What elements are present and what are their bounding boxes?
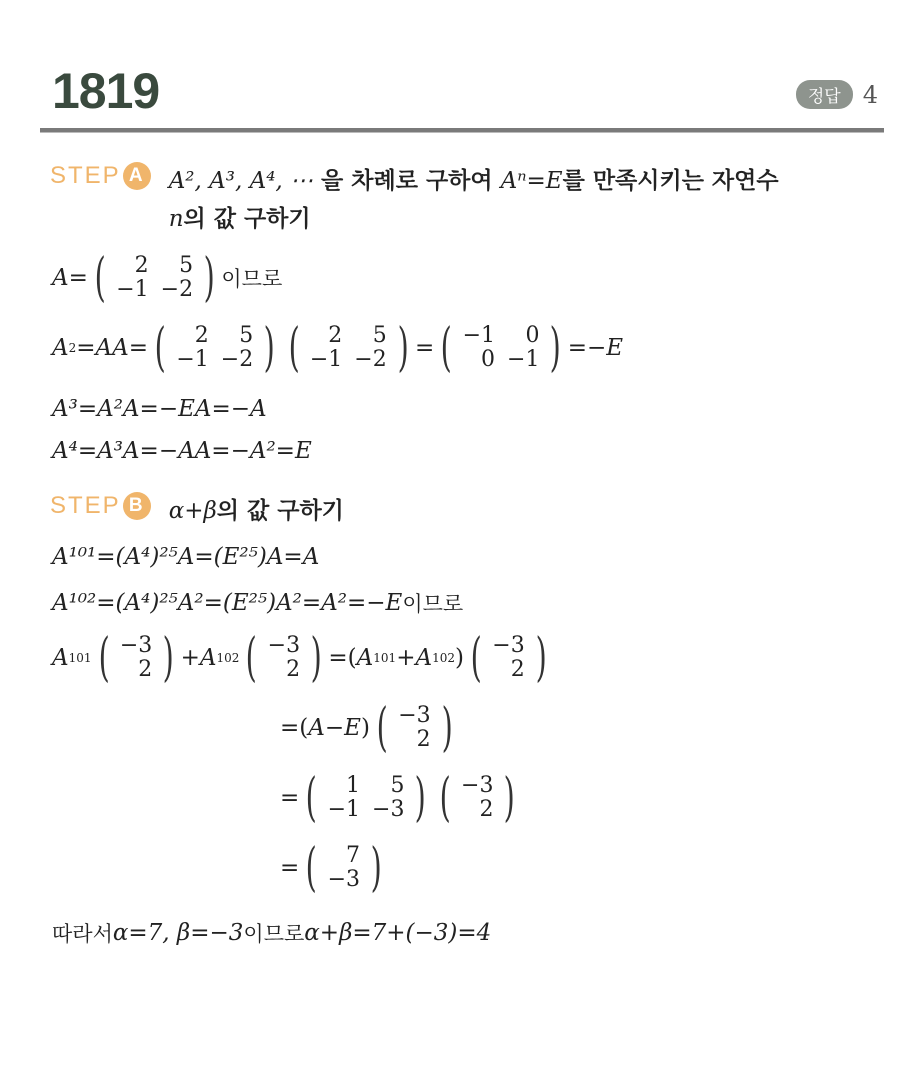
step-a-title-math2: Aⁿ=E	[500, 168, 563, 194]
eq-step-2: =( A − E ) ( −3 2 )	[280, 698, 453, 758]
step-a	[50, 162, 779, 238]
header-rule	[40, 128, 884, 133]
final-b: α=7, β=−3	[112, 920, 244, 946]
step-b	[50, 492, 344, 530]
step-a-title-math: A², A³, A⁴, ⋯	[168, 168, 314, 194]
eq-a101: A¹⁰¹=(A⁴)²⁵A=(E²⁵)A=A	[52, 544, 320, 570]
final-c: 이므로	[243, 922, 305, 946]
step-b-label	[50, 492, 151, 520]
eq-a-fourth: A⁴=A³A=−AA=−A²=E	[52, 438, 312, 464]
final-d: α+β=7+(−3)=4	[304, 920, 492, 946]
step-b-word: STEP	[50, 492, 121, 519]
step-a-word: STEP	[50, 162, 121, 189]
step-a-title-text: 을 차례로 구하여	[313, 168, 501, 194]
step-a-title-text3: 의 값 구하기	[183, 206, 311, 232]
step-a-circle: A	[123, 162, 151, 190]
eq-step-4: = ( 7 −3 )	[280, 838, 382, 898]
eq-a102: A¹⁰²=(A⁴)²⁵A²=(E²⁵)A²=A²=−E 이므로	[52, 590, 464, 616]
step-b-title-math: α+β	[168, 498, 217, 524]
step-b-circle: B	[123, 492, 151, 520]
final-a: 따라서	[52, 922, 113, 946]
step-a-title-text2: 를 만족시키는 자연수	[562, 168, 779, 194]
eq-a-cubed: A³=A²A=−EA=−A	[52, 396, 267, 422]
eq-a102-suffix: 이므로	[402, 592, 464, 616]
final-answer	[52, 918, 491, 948]
step-a-label	[50, 162, 151, 190]
answer-value: 4	[862, 80, 878, 109]
eq-a-squared: A 2 = AA = ( 2 5 −1 −2 ) ( 2 5 −1 −2 ) = ( −1 0 0 −1 ) =− E	[52, 318, 624, 378]
step-b-title	[169, 492, 344, 530]
step-a-title-n: n	[168, 206, 184, 232]
eq-combined: A 101 ( −3 2 ) + A 102 ( −3 2 ) =( A 101 + A 102 ) ( −3 2 )	[52, 628, 547, 688]
answer-badge: 정답	[796, 80, 853, 109]
answer-box	[796, 80, 878, 109]
eq-a-def: A = ( 2 5 −1 −2 ) 이므로	[52, 248, 283, 308]
eq-a-suffix: 이므로	[221, 267, 283, 291]
step-b-title-text: 의 값 구하기	[216, 498, 344, 524]
problem-number: 1819	[52, 63, 160, 119]
step-a-title	[169, 162, 779, 238]
eq-step-3: = ( 1 5 −1 −3 ) ( −3 2 )	[280, 768, 516, 828]
